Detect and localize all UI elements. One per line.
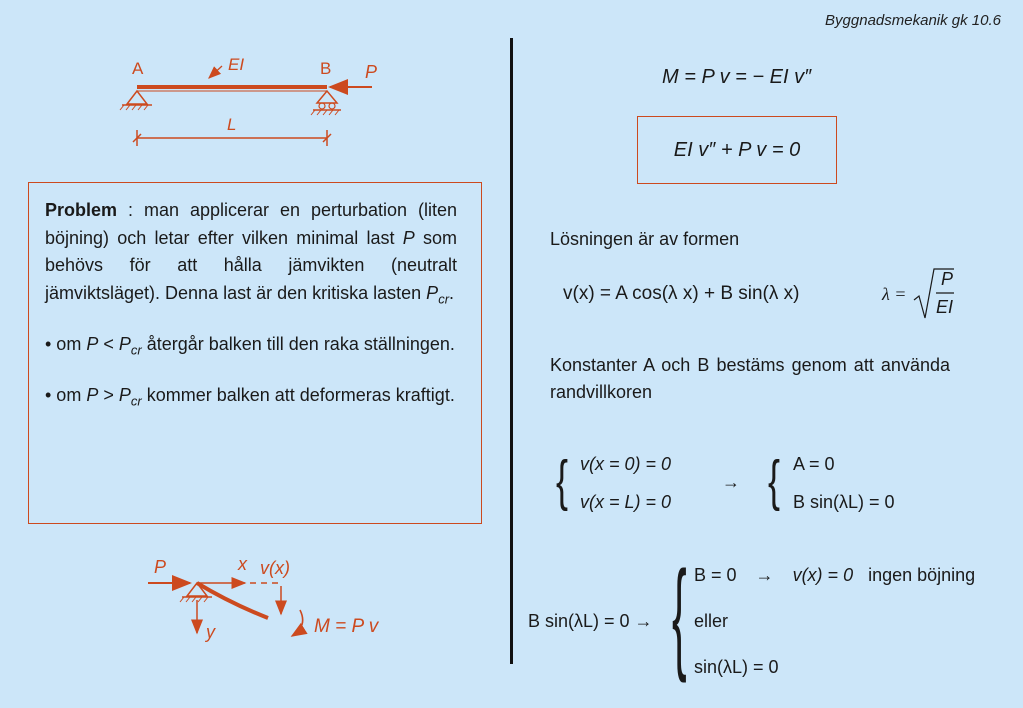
bullet-stable: • om $P < P_{cr}$ återgår balken till den raka ställningen.	[45, 333, 455, 358]
label-moment: M = P v	[314, 616, 379, 637]
label-l: L	[227, 115, 237, 134]
constants-text: Konstanter A och B bestäms genom att använda randvillkoren	[550, 355, 950, 402]
label-b: B	[320, 59, 332, 78]
vertical-divider	[510, 38, 513, 664]
solution-intro: Lösningen är av formen	[550, 229, 740, 249]
brace-result: {	[768, 448, 781, 512]
moment-equation: M = P v = − EI v″	[662, 66, 812, 88]
case-lhs: B sin(λL) = 0 →	[528, 611, 653, 631]
differential-equation-box	[637, 116, 837, 184]
result-a: A = 0	[793, 454, 835, 474]
pin-support	[180, 583, 212, 602]
brace-bc: {	[556, 448, 569, 512]
ei-pointer-arrow	[209, 66, 222, 78]
problem-heading: Problem	[45, 200, 118, 220]
moment-arrow	[292, 610, 303, 636]
label-ei: EI	[228, 55, 245, 74]
result-b: B sin(λL) = 0	[793, 492, 895, 512]
label-p: P	[154, 557, 167, 577]
label-y: y	[206, 622, 215, 642]
problem-box	[28, 182, 482, 524]
label-x: x	[238, 554, 247, 574]
deflected-beam	[197, 583, 268, 618]
slide-header: Byggnadsmekanik gk 10.6	[825, 12, 1001, 29]
arrow-right: →	[722, 472, 740, 492]
case-2: sin(λL) = 0	[694, 657, 779, 677]
general-solution: v(x) = A cos(λ x) + B sin(λ x)	[563, 283, 800, 304]
differential-equation: EI v″ + P v = 0	[673, 138, 801, 161]
label-a: A	[132, 59, 144, 78]
beam-figure	[110, 48, 400, 158]
problem-paragraph: Problem : man applicerar en perturbation (liten böjning) och letar efter vilken minimal last P som behövs för att hålla jämvikten (neutralt jämviktsläget). Denna last är den kritiska lasten $P_{cr}$.	[45, 200, 457, 307]
bullet-unstable: • om $P > P_{cr}$ kommer balken att deformeras kraftigt.	[45, 384, 455, 409]
case-or: eller	[694, 611, 729, 631]
brace-cases: {	[672, 547, 687, 685]
label-p: P	[365, 62, 378, 82]
boundary-condition-1: v(x = 0) = 0	[580, 454, 672, 474]
label-vx: v(x)	[260, 558, 290, 578]
free-body-figure	[140, 548, 420, 658]
pin-support-a	[120, 91, 152, 110]
case-1: B = 0 → v(x) = 0 ingen böjning	[694, 565, 976, 585]
boundary-condition-2: v(x = L) = 0	[580, 492, 672, 512]
roller-support-b	[311, 91, 341, 115]
